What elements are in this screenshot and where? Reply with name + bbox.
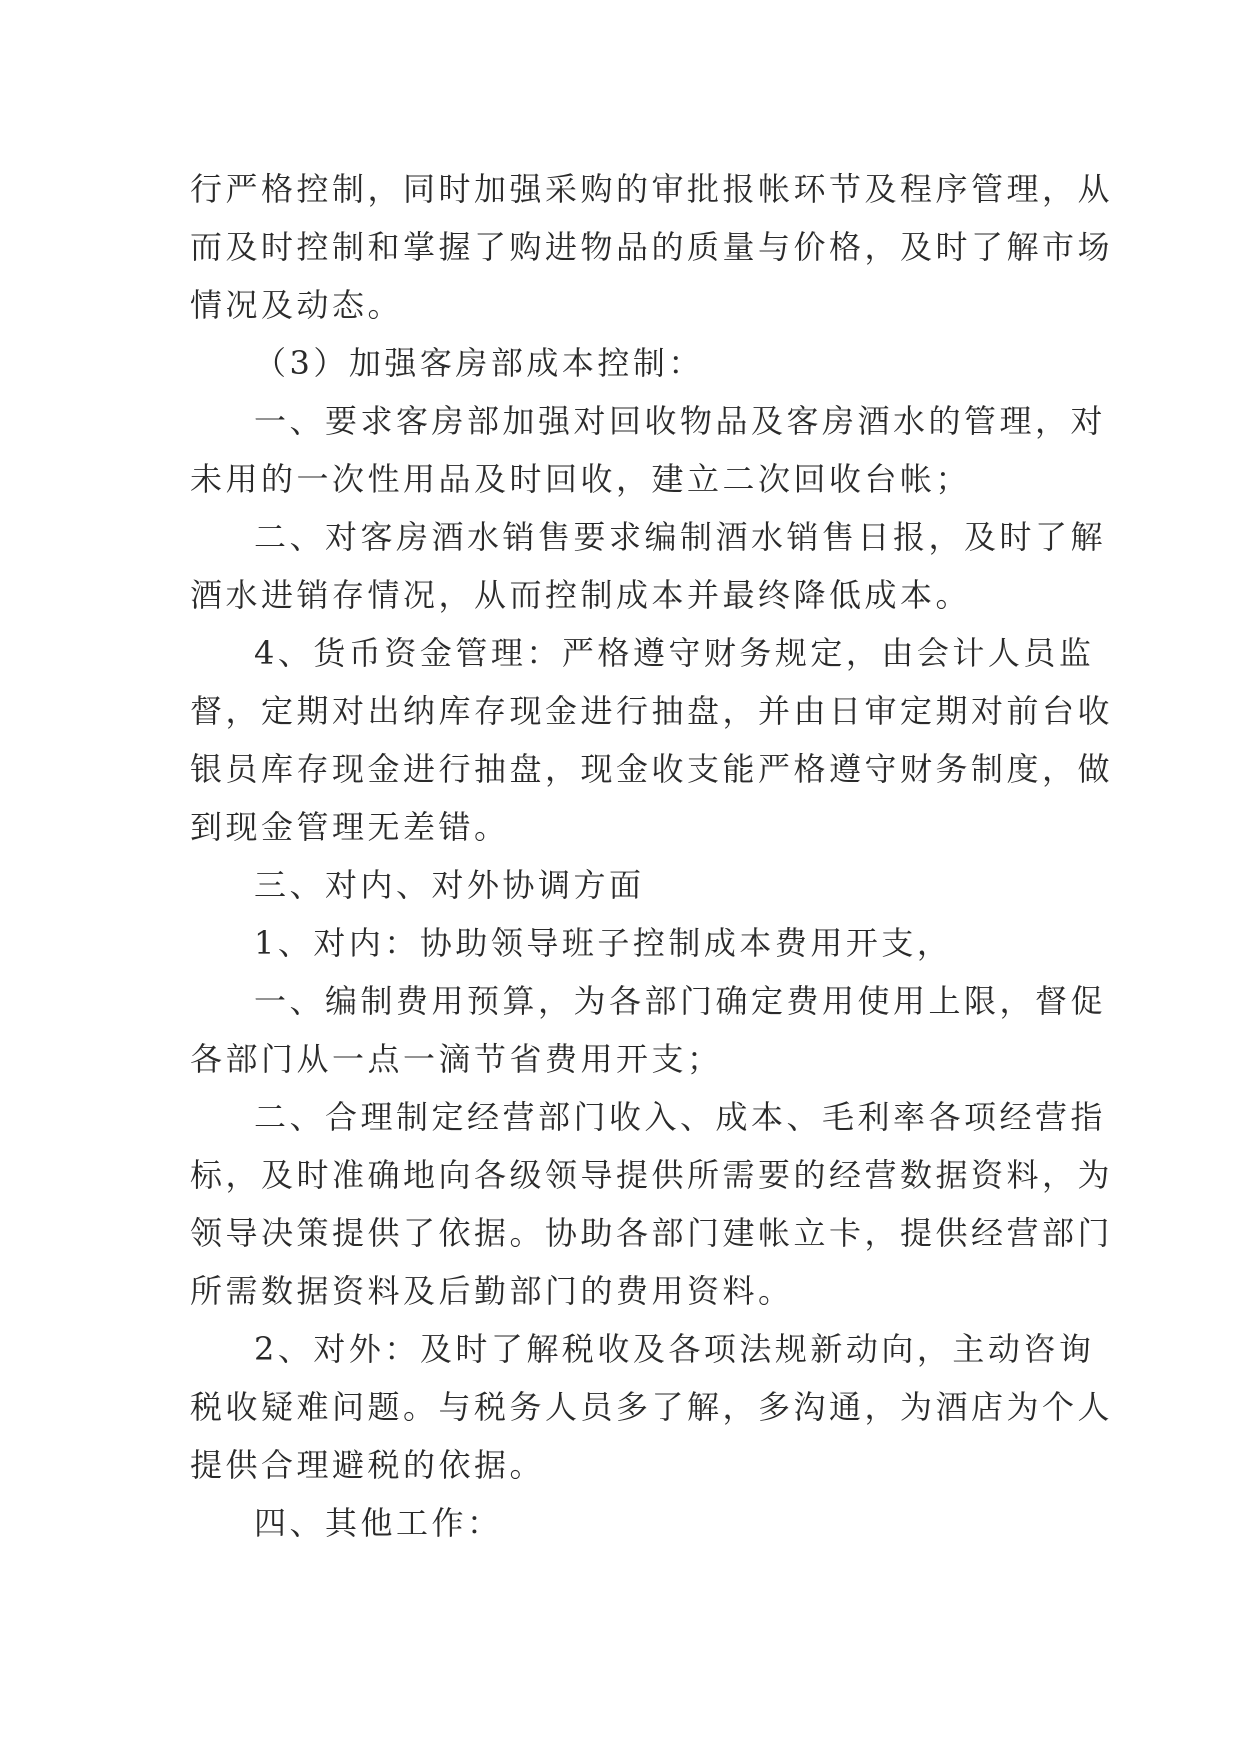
text-line: 二、合理制定经营部门收入、成本、毛利率各项经营指 (254, 1098, 1107, 1136)
section-heading: （3）加强客房部成本控制： (254, 344, 704, 382)
text-line: 各部门从一点一滴节省费用开支； (190, 1040, 723, 1078)
text-line: 2、对外：及时了解税收及各项法规新动向，主动咨询 (254, 1330, 1095, 1368)
text-line: 酒水进销存情况，从而控制成本并最终降低成本。 (190, 576, 972, 614)
text-line: 4、货币资金管理：严格遵守财务规定，由会计人员监 (254, 634, 1095, 672)
text-line: 行严格控制，同时加强采购的审批报帐环节及程序管理，从 (190, 170, 1114, 208)
text-line: 未用的一次性用品及时回收，建立二次回收台帐； (190, 460, 972, 498)
text-line: 督，定期对出纳库存现金进行抽盘，并由日审定期对前台收 (190, 692, 1114, 730)
text-line: 银员库存现金进行抽盘，现金收支能严格遵守财务制度，做 (190, 750, 1114, 788)
text-line: 提供合理避税的依据。 (190, 1446, 546, 1484)
text-line: 一、编制费用预算，为各部门确定费用使用上限，督促 (254, 982, 1107, 1020)
text-line: 一、要求客房部加强对回收物品及客房酒水的管理，对 (254, 402, 1107, 440)
text-line: 所需数据资料及后勤部门的费用资料。 (190, 1272, 794, 1310)
text-line: 情况及动态。 (190, 286, 404, 324)
text-line: 二、对客房酒水销售要求编制酒水销售日报，及时了解 (254, 518, 1107, 556)
section-heading: 四、其他工作： (254, 1504, 503, 1542)
text-line: 税收疑难问题。与税务人员多了解，多沟通，为酒店为个人 (190, 1388, 1114, 1426)
section-heading: 三、对内、对外协调方面 (254, 866, 645, 904)
text-line: 到现金管理无差错。 (190, 808, 510, 846)
text-line: 而及时控制和掌握了购进物品的质量与价格，及时了解市场 (190, 228, 1114, 266)
text-line: 1、对内：协助领导班子控制成本费用开支， (254, 924, 953, 962)
text-line: 领导决策提供了依据。协助各部门建帐立卡，提供经营部门 (190, 1214, 1114, 1252)
text-line: 标，及时准确地向各级领导提供所需要的经营数据资料，为 (190, 1156, 1114, 1194)
document-body (190, 160, 1114, 1552)
